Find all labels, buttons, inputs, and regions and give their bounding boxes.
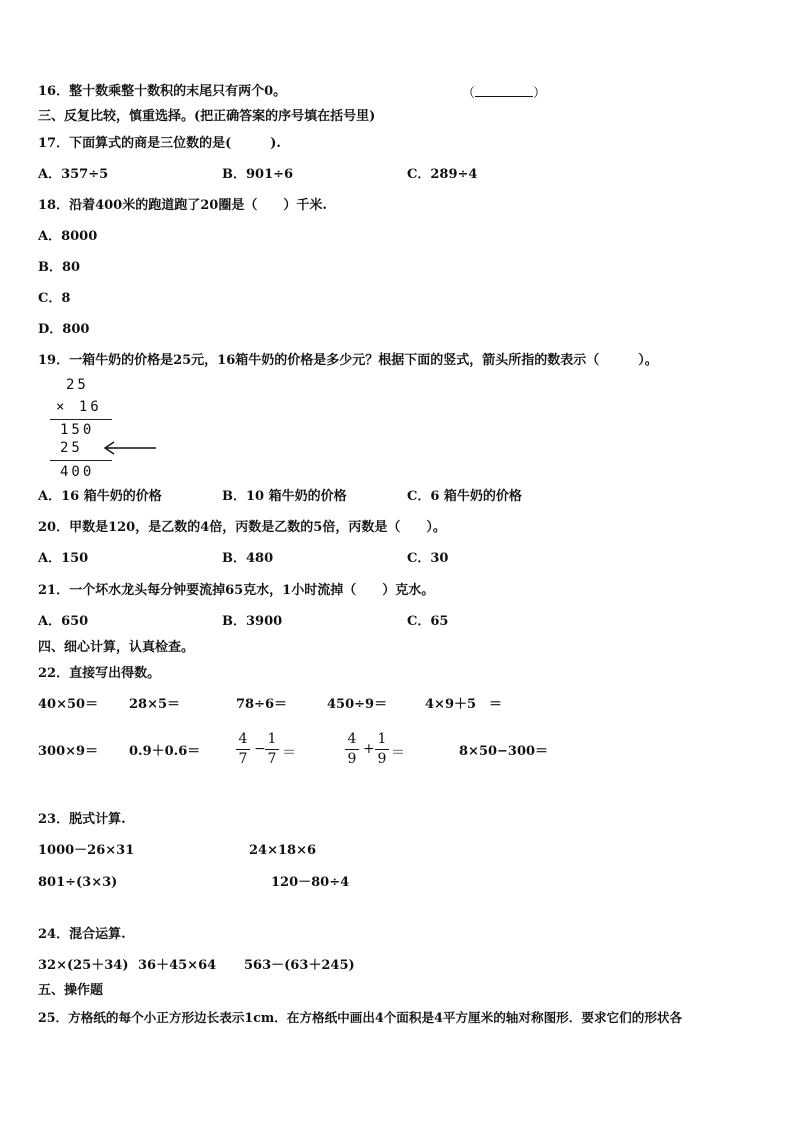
q23-item: 801÷(3×3) (38, 875, 118, 890)
vertical-partial-product-1: 150 (60, 422, 95, 438)
q18-option-b[interactable]: B．80 (38, 260, 81, 275)
section-4-heading: 四、细心计算，认真检查。 (38, 640, 195, 655)
section-5-heading: 五、操作题 (38, 983, 104, 998)
q22-item: 4×9＋5 ＝ (425, 697, 503, 712)
q23-item: 120－80÷4 (271, 875, 350, 890)
pointer-arrow-icon (102, 440, 158, 456)
q22-item: 28×5＝ (129, 697, 181, 712)
q21-text: 21．一个坏水龙头每分钟要流掉65克水，1小时流掉（ ）克水。 (38, 583, 435, 598)
minus-sign: − (254, 741, 266, 757)
q24-item: 32×(25＋34) (38, 958, 129, 973)
q22-item: 300×9＝ (38, 744, 99, 759)
q21-option-a[interactable]: A．650 (38, 614, 89, 629)
q25-text: 25．方格纸的每个小正方形边长表示1cm．在方格纸中画出4个面积是4平方厘米的轴对称图形．要求它们的形状各 (38, 1010, 683, 1025)
q22-item: 450÷9＝ (327, 697, 388, 712)
q18-option-a[interactable]: A．8000 (38, 229, 98, 244)
fraction: 4 7 (236, 731, 250, 768)
q20-option-a[interactable]: A．150 (38, 551, 89, 566)
q17-option-b[interactable]: B．901÷6 (222, 167, 294, 182)
q22-item: 0.9＋0.6＝ (129, 744, 201, 759)
q21-option-b[interactable]: B．3900 (222, 614, 283, 629)
q18-option-c[interactable]: C．8 (38, 291, 71, 306)
fraction: 1 7 (265, 731, 279, 768)
q23-item: 1000－26×31 (38, 843, 135, 858)
q22-item: 78÷6＝ (236, 697, 288, 712)
q20-text: 20．甲数是120，是乙数的4倍，丙数是乙数的5倍，丙数是（ ）。 (38, 520, 446, 535)
q16-paren-close: ） (533, 86, 547, 101)
q22-text: 22．直接写出得数。 (38, 666, 161, 681)
q19-text: 19．一箱牛奶的价格是25元，16箱牛奶的价格是多少元？根据下面的竖式，箭头所指的数表示（ ）。 (38, 353, 658, 368)
vertical-partial-product-2: 25 (60, 440, 83, 456)
plus-sign: + (363, 741, 375, 757)
vertical-multiplier: × 16 (56, 399, 102, 415)
fraction: 1 9 (375, 731, 389, 768)
q18-option-d[interactable]: D．800 (38, 322, 90, 337)
q20-option-b[interactable]: B．480 (222, 551, 274, 566)
equals-sign: ＝ (391, 745, 405, 761)
section-3-heading: 三、反复比较，慎重选择。(把正确答案的序号填在括号里) (38, 109, 376, 124)
q17-option-a[interactable]: A．357÷5 (38, 167, 109, 182)
answer-line (475, 84, 533, 97)
q19-option-c[interactable]: C．6 箱牛奶的价格 (407, 489, 522, 504)
q19-option-a[interactable]: A．16 箱牛奶的价格 (38, 489, 162, 504)
q17-option-c[interactable]: C．289÷4 (407, 167, 478, 182)
q20-option-c[interactable]: C．30 (407, 551, 449, 566)
q21-option-c[interactable]: C．65 (407, 614, 449, 629)
q16-text: 16．整十数乘整十数积的末尾只有两个0。 (38, 84, 287, 99)
fraction: 4 9 (345, 731, 359, 768)
vertical-rule-2 (50, 460, 112, 461)
equals-sign: ＝ (282, 745, 296, 761)
q24-item: 563－(63＋245) (244, 958, 355, 973)
q22-item: 8×50−300＝ (459, 744, 549, 759)
q24-text: 24．混合运算. (38, 927, 126, 942)
vertical-multiplicand: 25 (66, 377, 89, 393)
q18-text: 18．沿着400米的跑道跑了20圈是（ ）千米. (38, 198, 327, 213)
q19-option-b[interactable]: B．10 箱牛奶的价格 (222, 489, 347, 504)
q23-text: 23．脱式计算. (38, 812, 126, 827)
q17-text: 17．下面算式的商是三位数的是( ). (38, 136, 281, 151)
vertical-result: 400 (60, 464, 95, 480)
q16-answer-blank[interactable] (462, 84, 546, 102)
vertical-rule-1 (50, 419, 112, 420)
q23-item: 24×18×6 (249, 843, 317, 858)
q22-item: 40×50＝ (38, 697, 99, 712)
q24-item: 36＋45×64 (138, 958, 217, 973)
q16-paren-open: （ (462, 86, 476, 101)
